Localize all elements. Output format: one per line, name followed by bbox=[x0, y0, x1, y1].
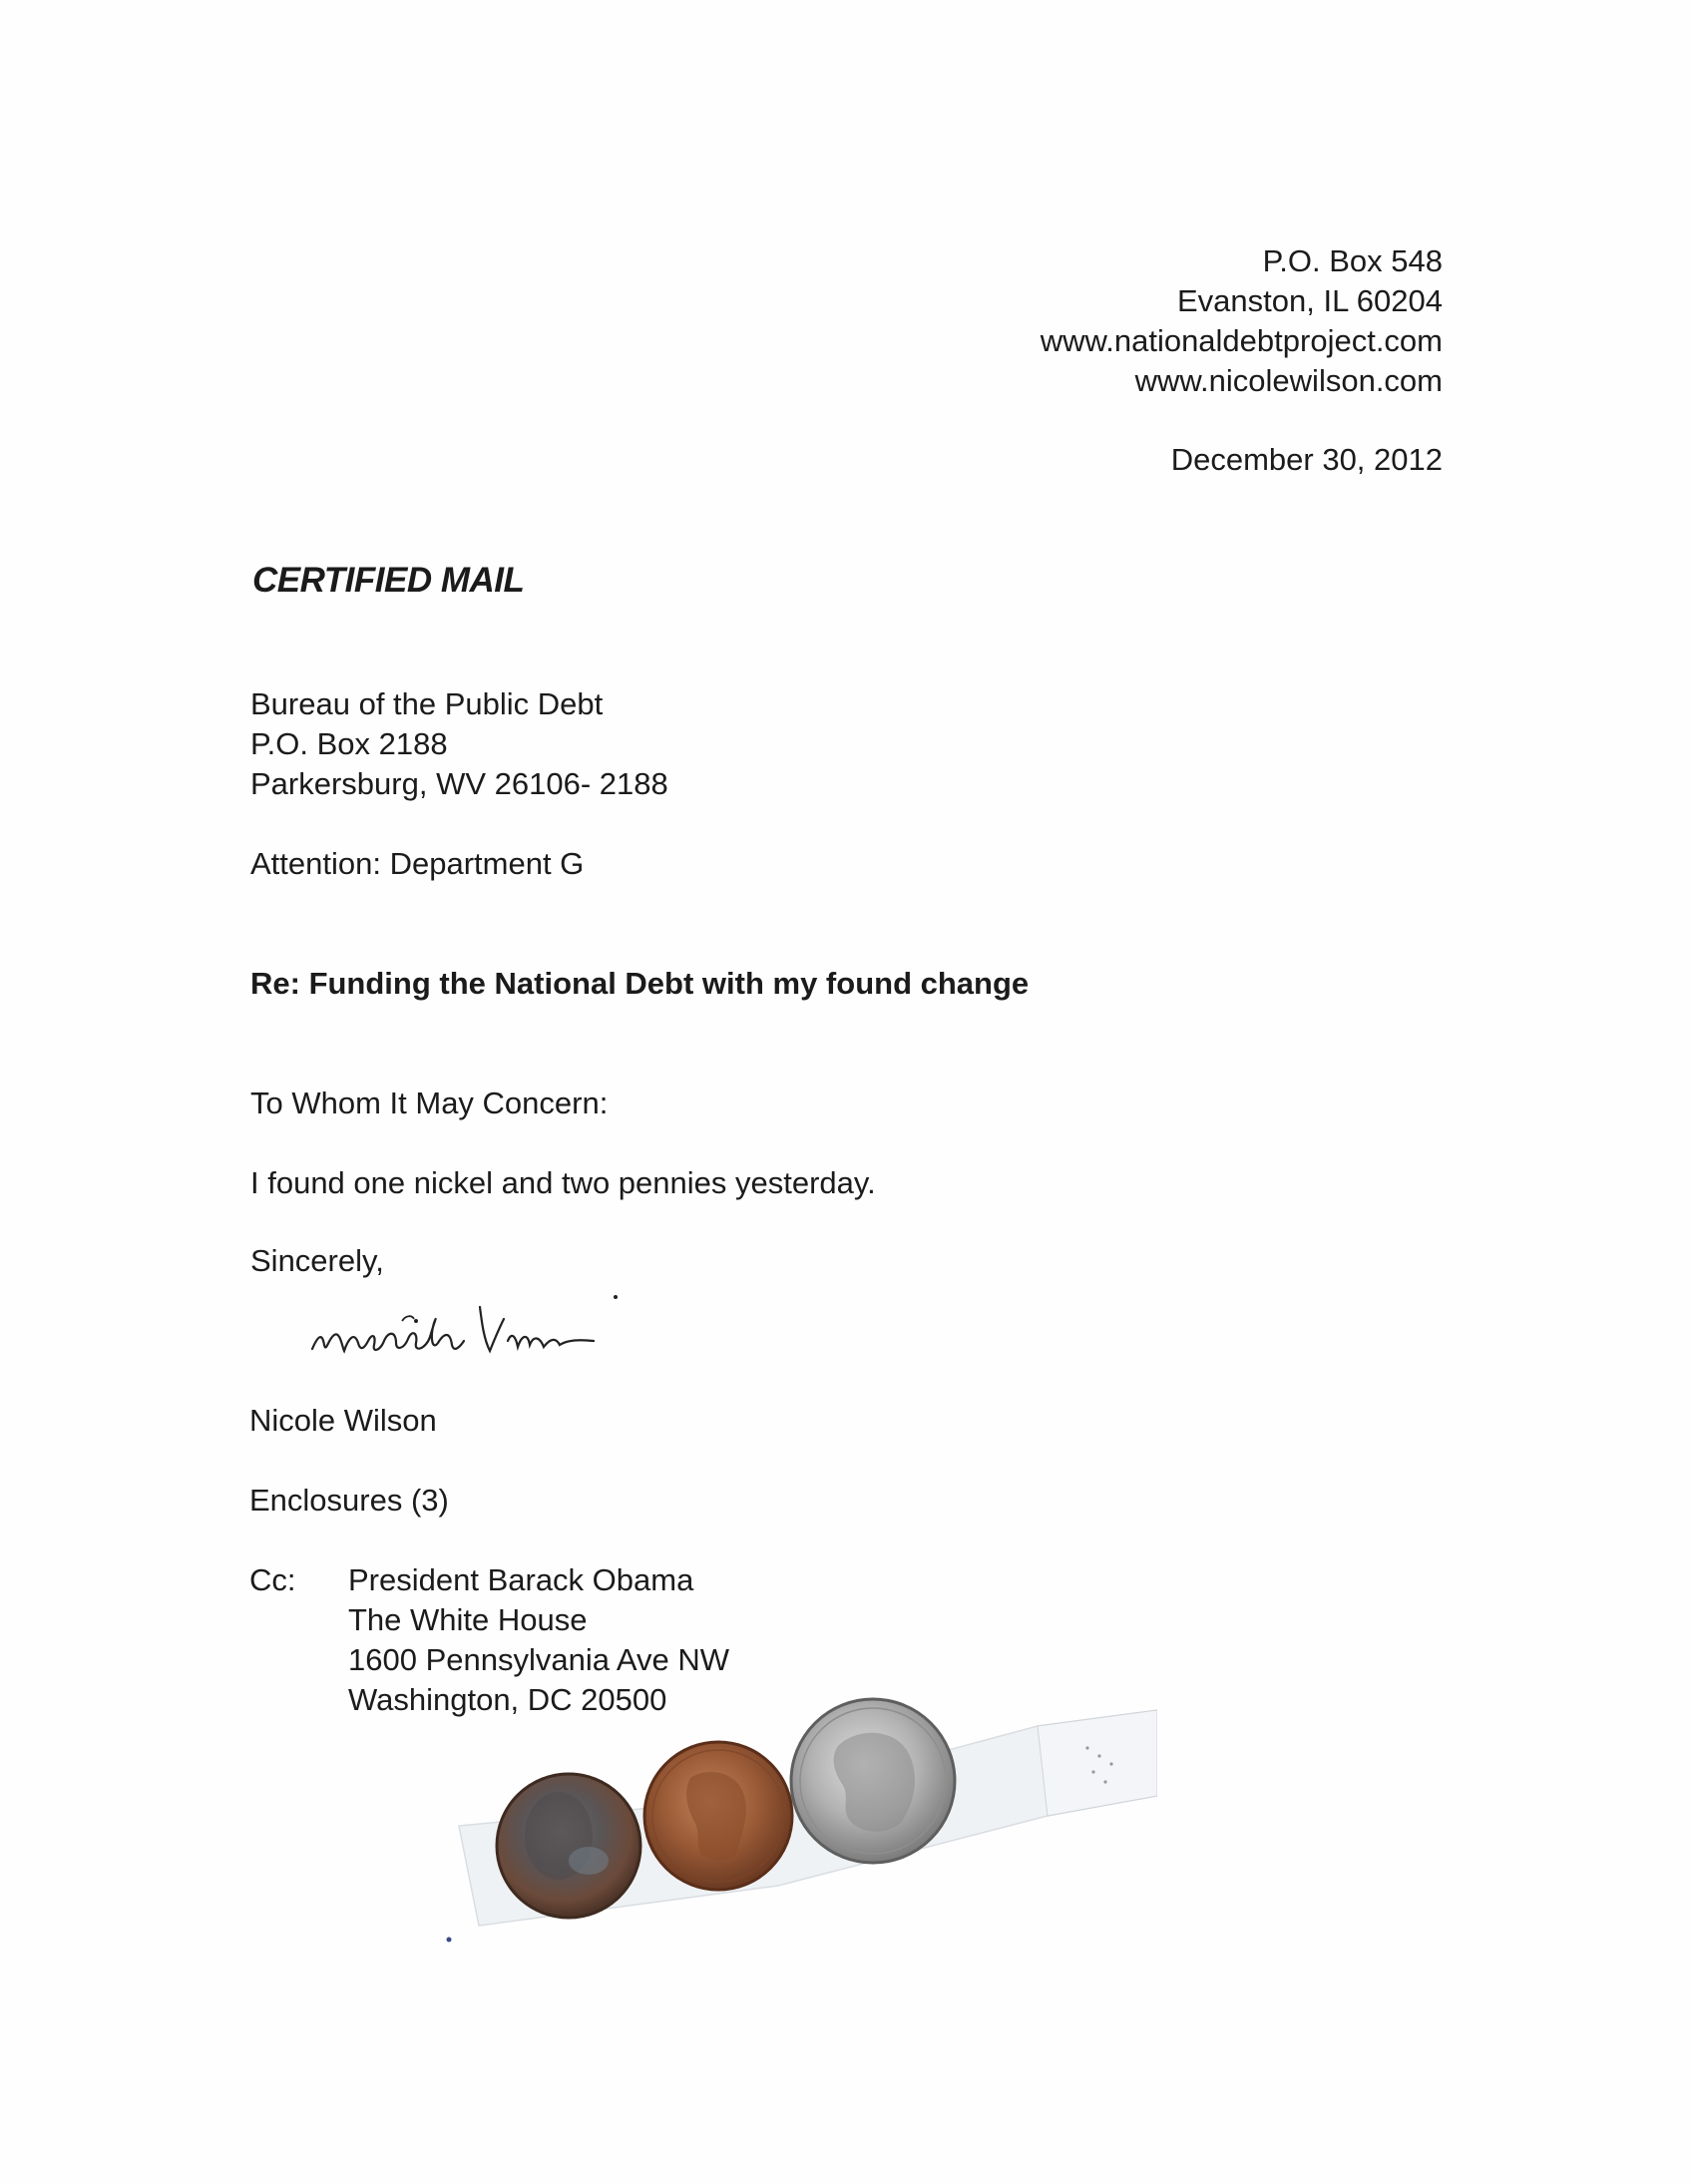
worn-penny-icon bbox=[497, 1774, 640, 1918]
subject-line: Re: Funding the National Debt with my found change bbox=[250, 966, 1030, 1001]
cc-line: President Barack Obama bbox=[348, 1562, 694, 1597]
letter-date: December 30, 2012 bbox=[1170, 442, 1443, 477]
sender-line: www.nationaldebtproject.com bbox=[1040, 323, 1443, 358]
handwritten-signature bbox=[304, 1287, 723, 1367]
sender-address bbox=[1041, 241, 1443, 401]
cc-line: Washington, DC 20500 bbox=[348, 1682, 667, 1717]
closing: Sincerely, bbox=[250, 1243, 384, 1278]
cc-line: The White House bbox=[348, 1602, 588, 1637]
taped-coins bbox=[439, 1686, 1157, 1946]
penny-icon bbox=[644, 1742, 792, 1890]
signer-name: Nicole Wilson bbox=[249, 1403, 437, 1438]
sender-line: www.nicolewilson.com bbox=[1134, 363, 1443, 398]
recipient-line: P.O. Box 2188 bbox=[250, 726, 448, 761]
sender-line: Evanston, IL 60204 bbox=[1177, 283, 1443, 318]
salutation: To Whom It May Concern: bbox=[250, 1086, 609, 1120]
letter-body: I found one nickel and two pennies yesterday. bbox=[250, 1165, 876, 1200]
enclosures-line: Enclosures (3) bbox=[249, 1483, 449, 1518]
recipient-line: Bureau of the Public Debt bbox=[250, 686, 604, 721]
sender-line: P.O. Box 548 bbox=[1262, 243, 1443, 278]
cc-label: Cc: bbox=[249, 1562, 296, 1597]
cc-line: 1600 Pennsylvania Ave NW bbox=[348, 1642, 729, 1677]
recipient-address bbox=[250, 684, 668, 804]
recipient-line: Parkersburg, WV 26106- 2188 bbox=[250, 766, 668, 801]
attention-line: Attention: Department G bbox=[250, 846, 585, 881]
certified-mail-heading: CERTIFIED MAIL bbox=[252, 561, 525, 600]
nickel-icon bbox=[791, 1699, 955, 1863]
